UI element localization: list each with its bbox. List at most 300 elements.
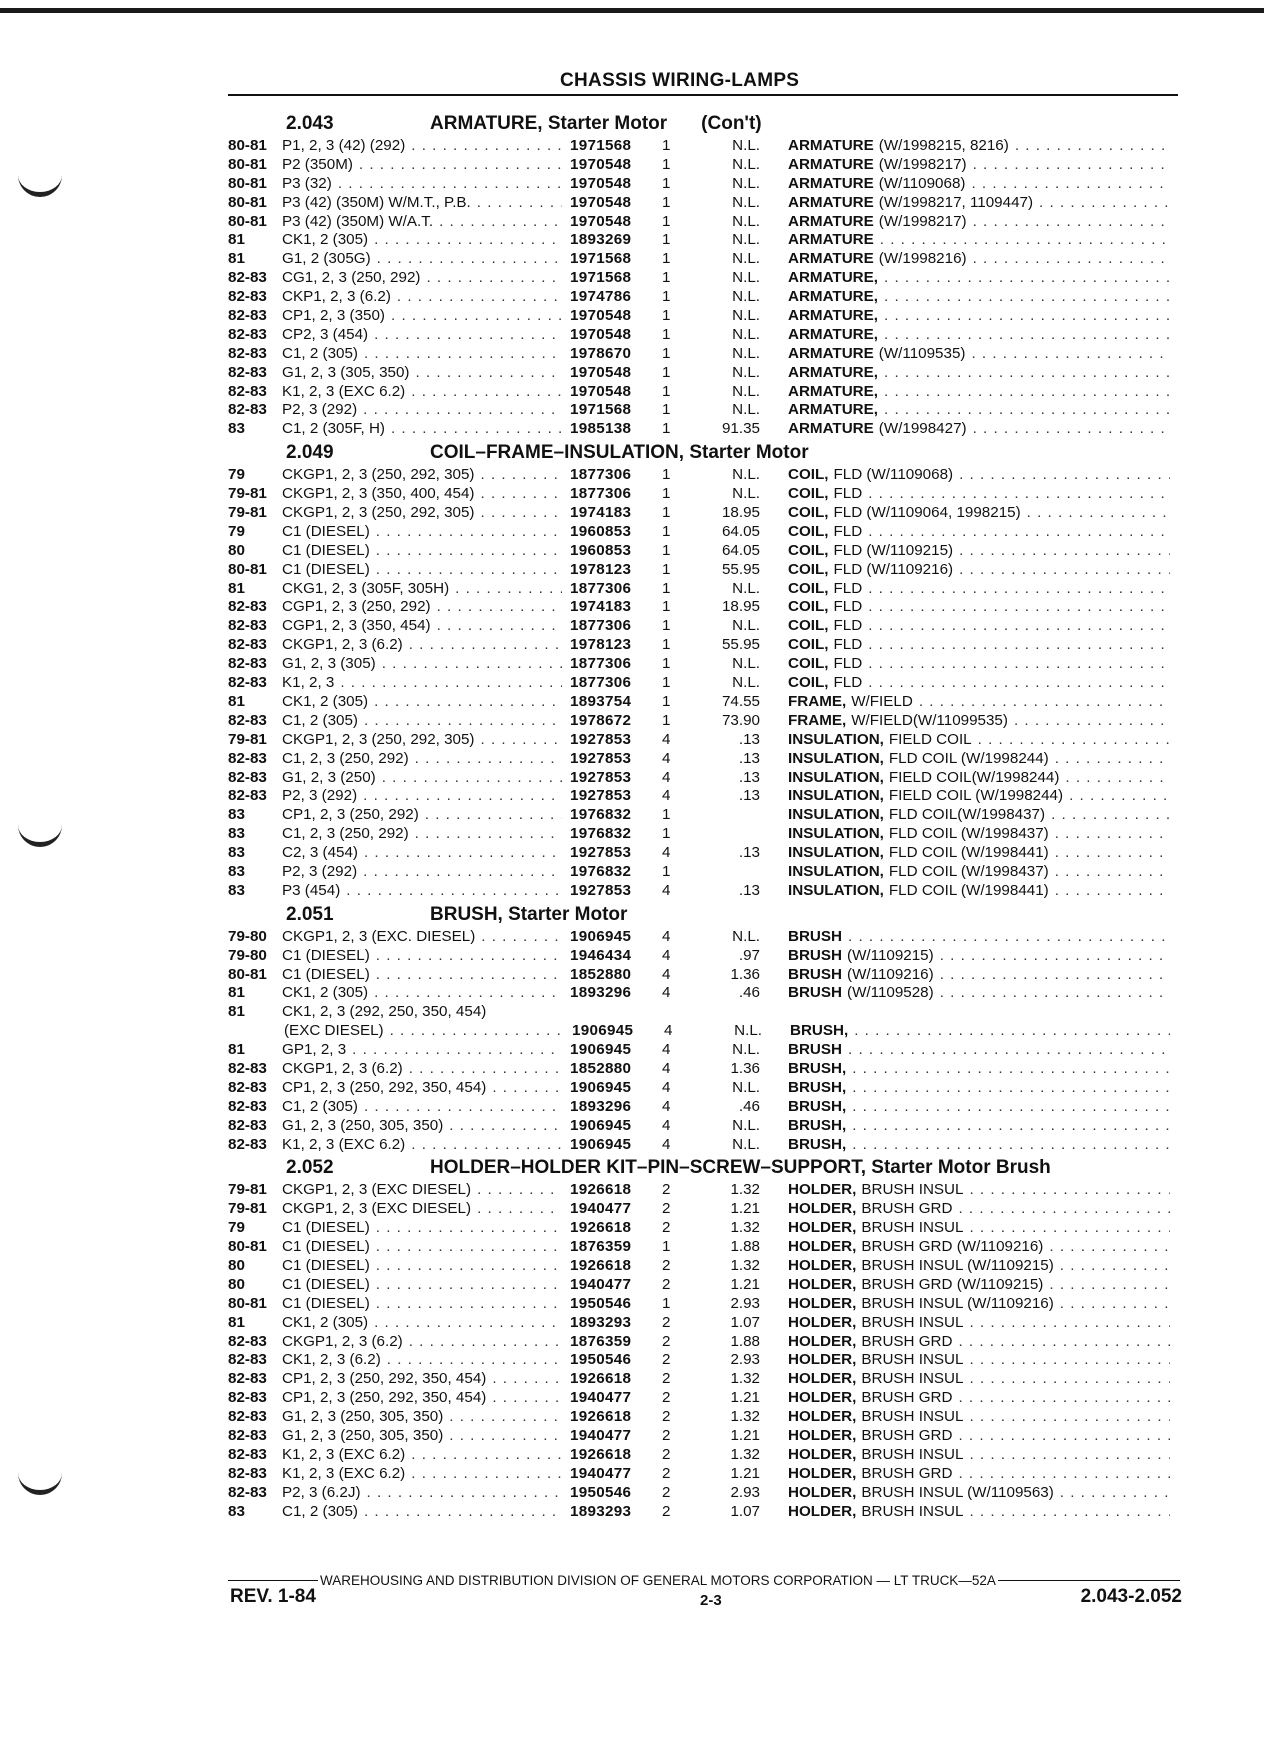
part-row (228, 1079, 1178, 1098)
model-application (282, 1408, 570, 1427)
model-application (282, 928, 570, 947)
model-text: CKGP1, 2, 3 (350, 400, 454) (282, 485, 475, 503)
description (788, 984, 1178, 1003)
description (788, 364, 1178, 383)
description-detail: (W/1998217, 1109447) (878, 193, 1034, 211)
quantity: 1 (662, 174, 671, 192)
description-name: COIL, (788, 655, 829, 673)
quantity: 1 (662, 560, 671, 578)
section-subtitle: Starter Motor (508, 903, 628, 925)
leader-dots (854, 1022, 1170, 1041)
model-year: 82-83 (228, 382, 267, 400)
description-detail: BRUSH INSUL (861, 1445, 964, 1463)
model-text: CK1, 2 (305) (282, 1313, 369, 1331)
description (788, 844, 1178, 863)
description-detail: FLD (W/1109064, 1998215) (833, 504, 1021, 522)
model-text: CKGP1, 2, 3 (EXC. DIESEL) (282, 927, 476, 945)
description-detail: BRUSH INSUL (861, 1181, 964, 1199)
model-year: 82-83 (228, 363, 267, 381)
model-year: 83 (228, 1502, 245, 1520)
description (788, 231, 1178, 250)
section-number: 2.049 (286, 442, 334, 464)
part-row (228, 504, 1178, 523)
description-detail: BRUSH INSUL (861, 1219, 964, 1237)
leader-dots (477, 1200, 562, 1219)
part-row (228, 326, 1178, 345)
model-text: CKGP1, 2, 3 (250, 292, 305) (282, 504, 475, 522)
part-row (228, 1351, 1178, 1370)
part-number: 1893293 (570, 1502, 632, 1520)
model-application (282, 1389, 570, 1408)
quantity: 2 (662, 1408, 671, 1426)
quantity: 2 (662, 1351, 671, 1369)
part-number: 1926618 (570, 1219, 632, 1237)
model-application (282, 485, 570, 504)
leader-dots (868, 617, 1170, 636)
price (690, 1003, 788, 1022)
part-row (228, 364, 1178, 383)
model-year: 82-83 (228, 1116, 267, 1134)
model-application (282, 1238, 570, 1257)
description (788, 655, 1178, 674)
description-name: ARMATURE (788, 420, 874, 438)
model-text: C1, 2 (305) (282, 1502, 358, 1520)
leader-dots (391, 307, 562, 326)
part-row (228, 598, 1178, 617)
model-application (282, 863, 570, 882)
description-detail: BRUSH GRD (W/1109216) (861, 1238, 1044, 1256)
price: 1.32 (730, 1219, 760, 1237)
description-name: COIL, (788, 466, 829, 484)
description (788, 542, 1178, 561)
model-year: 82-83 (228, 598, 267, 616)
part-row (228, 1200, 1178, 1219)
model-application (282, 250, 570, 269)
part-row (228, 693, 1178, 712)
section-number: 2.043 (286, 113, 334, 134)
part-row (228, 175, 1178, 194)
description-name: FRAME, (788, 711, 847, 729)
quantity: 1 (662, 617, 671, 635)
description (788, 523, 1178, 542)
description-detail: (W/1109215) (847, 946, 934, 964)
description (788, 561, 1178, 580)
leader-dots (868, 523, 1170, 542)
part-number: 1985138 (570, 420, 632, 438)
leader-dots (426, 269, 562, 288)
part-number: 1970548 (570, 307, 632, 325)
description-detail: (W/1998217) (878, 212, 967, 230)
model-text: CP1, 2, 3 (250, 292, 350, 454) (282, 1078, 487, 1096)
model-year: 82-83 (228, 288, 267, 306)
description-detail: FLD COIL(W/1998437) (888, 806, 1046, 824)
part-row (228, 1117, 1178, 1136)
description (788, 1276, 1178, 1295)
part-number: 1852880 (570, 965, 632, 983)
part-row (228, 345, 1178, 364)
part-row (228, 542, 1178, 561)
quantity: 1 (662, 806, 671, 824)
leader-dots (364, 712, 562, 731)
part-number: 1893296 (570, 1097, 632, 1115)
description-name: HOLDER, (788, 1483, 857, 1501)
leader-dots (449, 1408, 562, 1427)
model-text: P2, 3 (292) (282, 787, 358, 805)
leader-dots (973, 250, 1170, 269)
quantity: 1 (662, 1238, 671, 1256)
part-number: 1906945 (570, 1116, 632, 1134)
leader-dots (376, 1238, 562, 1257)
description-detail: FIELD COIL (W/1998244) (888, 787, 1064, 805)
description-detail: FLD (833, 636, 863, 654)
price: N.L. (732, 325, 760, 343)
leader-dots (338, 175, 562, 194)
description (788, 269, 1178, 288)
description (788, 1503, 1178, 1522)
leader-dots (364, 1503, 562, 1522)
model-text: CKGP1, 2, 3 (EXC DIESEL) (282, 1200, 472, 1218)
quantity: 2 (662, 1427, 671, 1444)
description-name: INSULATION, (788, 787, 884, 805)
description (788, 966, 1178, 985)
leader-dots (852, 1136, 1170, 1155)
model-year: 82-83 (228, 655, 267, 673)
model-year: 82-83 (228, 401, 267, 419)
section-range: 2.043-2.052 (1080, 1586, 1182, 1607)
part-number: 1976832 (570, 825, 632, 843)
description (788, 825, 1178, 844)
price: 2.93 (730, 1351, 760, 1369)
leader-dots (1055, 844, 1170, 863)
leader-dots (376, 966, 562, 985)
leader-dots (1055, 750, 1170, 769)
price: 1.88 (730, 1238, 760, 1256)
description-detail: BRUSH INSUL (W/1109216) (861, 1294, 1054, 1312)
quantity: 1 (662, 541, 671, 559)
leader-dots (481, 504, 563, 523)
leader-dots (397, 288, 562, 307)
leader-dots (969, 1370, 1170, 1389)
description-detail: BRUSH INSUL (861, 1502, 964, 1520)
model-text: CGP1, 2, 3 (350, 454) (282, 617, 431, 635)
leader-dots (364, 844, 562, 863)
leader-dots (1039, 194, 1170, 213)
description (788, 1408, 1178, 1427)
quantity: 1 (662, 363, 671, 381)
price: 64.05 (721, 541, 760, 559)
leader-dots (449, 1117, 562, 1136)
title-rule (228, 94, 1178, 96)
part-number: 1877306 (570, 674, 632, 692)
leader-dots (884, 269, 1170, 288)
model-text: CK1, 2 (305) (282, 984, 369, 1002)
model-text: C1 (DIESEL) (282, 965, 370, 983)
description-name: HOLDER, (788, 1256, 857, 1274)
section-name (430, 442, 809, 464)
description-name: HOLDER, (788, 1181, 857, 1199)
price: 1.32 (730, 1370, 760, 1388)
part-row (228, 1465, 1178, 1484)
part-row (228, 1408, 1178, 1427)
description-name: COIL, (788, 636, 829, 654)
model-year: 82-83 (228, 325, 267, 343)
model-application (282, 769, 570, 788)
leader-dots (382, 769, 562, 788)
part-row (228, 580, 1178, 599)
description-name: COIL, (788, 598, 829, 616)
part-number: 1877306 (570, 485, 632, 503)
leader-dots (391, 420, 562, 439)
part-number: 1971568 (570, 269, 632, 287)
part-row (228, 1219, 1178, 1238)
description-name: BRUSH, (788, 1059, 847, 1077)
quantity: 4 (662, 787, 671, 805)
leader-dots (958, 1465, 1170, 1484)
description-detail: FLD (W/1109068) (833, 466, 954, 484)
model-application (282, 231, 570, 250)
part-row (228, 420, 1178, 439)
description-detail: FLD (833, 598, 863, 616)
description (788, 485, 1178, 504)
quantity: 1 (662, 674, 671, 692)
part-row (228, 1276, 1178, 1295)
model-year: 82-83 (228, 636, 267, 654)
model-application (282, 326, 570, 345)
description-detail: (W/1109068) (878, 174, 966, 192)
part-row (228, 1060, 1178, 1079)
leader-dots (1051, 806, 1170, 825)
model-year: 80-81 (228, 193, 267, 211)
leader-dots (973, 213, 1170, 232)
price: 1.07 (730, 1313, 760, 1331)
model-text: C1 (DIESEL) (282, 1256, 370, 1274)
leader-dots (374, 326, 562, 345)
quantity: 1 (662, 344, 671, 362)
part-number: 1971568 (570, 137, 632, 154)
section-header (228, 904, 1178, 928)
part-row (228, 231, 1178, 250)
description-detail: (W/1998215, 8216) (878, 137, 1009, 154)
model-application (282, 882, 570, 901)
part-number: 1876359 (570, 1238, 632, 1256)
description-name: BRUSH, (788, 1116, 847, 1134)
leader-dots (481, 485, 563, 504)
part-number: 1960853 (570, 541, 632, 559)
part-number: 1950546 (570, 1294, 632, 1312)
leader-dots (1069, 787, 1170, 806)
model-application (282, 307, 570, 326)
leader-dots (1027, 504, 1170, 523)
model-text: K1, 2, 3 (EXC 6.2) (282, 382, 406, 400)
binder-hole (18, 1468, 62, 1495)
description (788, 750, 1178, 769)
model-text: G1, 2, 3 (250, 305, 350) (282, 1116, 444, 1134)
model-year: 80-81 (228, 155, 267, 173)
part-row (228, 1389, 1178, 1408)
leader-dots (477, 194, 562, 213)
price: N.L. (732, 137, 760, 154)
description-name: INSULATION, (788, 768, 884, 786)
part-row (228, 1314, 1178, 1333)
part-row (228, 787, 1178, 806)
leader-dots (437, 598, 562, 617)
model-text: G1, 2, 3 (250, 305, 350) (282, 1427, 444, 1444)
binder-hole (18, 820, 62, 847)
quantity: 2 (662, 1389, 671, 1407)
model-year: 82-83 (228, 768, 267, 786)
model-year: 82-83 (228, 1445, 267, 1463)
price: .13 (738, 787, 760, 805)
model-text: K1, 2, 3 (EXC 6.2) (282, 1135, 406, 1153)
price: N.L. (732, 485, 760, 503)
model-year: 82-83 (228, 1097, 267, 1115)
top-edge-bar (0, 8, 1264, 13)
leader-dots (973, 420, 1170, 439)
price: N.L. (732, 344, 760, 362)
part-number: 1927853 (570, 787, 632, 805)
model-text: P2, 3 (292) (282, 862, 358, 880)
description-name: ARMATURE (788, 212, 874, 230)
description (788, 1484, 1178, 1503)
price: 1.21 (730, 1464, 760, 1482)
description-detail: FLD (W/1109216) (833, 560, 954, 578)
description (788, 693, 1178, 712)
description-detail: BRUSH GRD (W/1109215) (861, 1275, 1044, 1293)
leader-dots (352, 1041, 562, 1060)
leader-dots (969, 1503, 1170, 1522)
price: N.L. (732, 231, 760, 249)
leader-dots (973, 156, 1170, 175)
description-name: INSULATION, (788, 844, 884, 862)
leader-dots (868, 598, 1170, 617)
leader-dots (852, 1117, 1170, 1136)
model-application (282, 364, 570, 383)
description-name: HOLDER, (788, 1502, 857, 1520)
quantity: 1 (662, 231, 671, 249)
part-row (228, 750, 1178, 769)
leader-dots (367, 1484, 562, 1503)
model-year: 82-83 (228, 787, 267, 805)
model-text: CG1, 2, 3 (250, 292) (282, 269, 421, 287)
model-text: G1, 2, 3 (250) (282, 768, 376, 786)
description (788, 250, 1178, 269)
price: 1.32 (730, 1181, 760, 1199)
description-detail: BRUSH GRD (861, 1427, 953, 1444)
quantity: 1 (662, 1294, 671, 1312)
model-year (228, 1022, 282, 1041)
model-year: 82-83 (228, 1332, 267, 1350)
description (788, 213, 1178, 232)
model-year: 81 (228, 231, 245, 249)
leader-dots (376, 1257, 562, 1276)
description (788, 947, 1178, 966)
model-application (282, 288, 570, 307)
description-detail: FLD (833, 617, 863, 635)
model-application (282, 844, 570, 863)
description (788, 1333, 1178, 1352)
leader-dots (449, 1427, 562, 1446)
model-text: C1, 2 (305) (282, 344, 358, 362)
leader-dots (958, 1389, 1170, 1408)
model-text: CKGP1, 2, 3 (250, 292, 305) (282, 730, 475, 748)
leader-dots (340, 674, 562, 693)
leader-dots (969, 1219, 1170, 1238)
description-name: COIL, (788, 560, 829, 578)
quantity: 1 (662, 307, 671, 325)
quantity: 1 (662, 655, 671, 673)
section-subtitle: Starter Motor Brush (871, 1157, 1051, 1179)
price (690, 806, 788, 825)
leader-dots (363, 787, 562, 806)
model-application (282, 1257, 570, 1276)
price: N.L. (732, 212, 760, 230)
section-number: 2.052 (286, 1157, 334, 1179)
quantity: 1 (662, 862, 671, 880)
description-name: INSULATION, (788, 806, 884, 824)
quantity: 1 (662, 155, 671, 173)
quantity: 1 (662, 692, 671, 710)
model-text: C1, 2, 3 (250, 292) (282, 749, 409, 767)
leader-dots (492, 1370, 562, 1389)
description (788, 580, 1178, 599)
description (788, 617, 1178, 636)
quantity: 2 (662, 1502, 671, 1520)
leader-dots (868, 580, 1170, 599)
description-name: BRUSH (788, 984, 843, 1002)
part-number: 1978123 (570, 560, 632, 578)
leader-dots (390, 1022, 564, 1041)
part-row (228, 269, 1178, 288)
price: 2.93 (730, 1294, 760, 1312)
model-year: 82-83 (228, 674, 267, 692)
model-year: 81 (228, 1003, 245, 1021)
model-text: C1, 2 (305) (282, 1097, 358, 1115)
model-application (282, 504, 570, 523)
part-row (228, 213, 1178, 232)
description-name: INSULATION, (788, 862, 884, 880)
model-application (282, 598, 570, 617)
model-application (282, 420, 570, 439)
leader-dots (376, 1276, 562, 1295)
model-application (282, 269, 570, 288)
description-detail: FLD (833, 674, 863, 692)
description (788, 1314, 1178, 1333)
leader-dots (1060, 1257, 1170, 1276)
part-row (228, 636, 1178, 655)
description (788, 598, 1178, 617)
quantity: 1 (662, 522, 671, 540)
leader-dots (969, 1351, 1170, 1370)
description (788, 1257, 1178, 1276)
section-header (228, 1157, 1178, 1181)
leader-dots (411, 383, 562, 402)
part-number: 1940477 (570, 1275, 632, 1293)
description-detail: W/FIELD (851, 692, 913, 710)
model-text: CKGP1, 2, 3 (250, 292, 305) (282, 466, 475, 484)
leader-dots (377, 250, 562, 269)
model-text: GP1, 2, 3 (282, 1041, 347, 1059)
description-detail: FIELD COIL(W/1998244) (888, 768, 1060, 786)
section-subtitle: Starter Motor (689, 442, 809, 464)
price: 1.88 (730, 1332, 760, 1350)
description (788, 156, 1178, 175)
leader-dots (1055, 825, 1170, 844)
description (788, 636, 1178, 655)
leader-dots (959, 542, 1170, 561)
description (788, 1351, 1178, 1370)
leader-dots (363, 401, 562, 420)
part-row (228, 928, 1178, 947)
